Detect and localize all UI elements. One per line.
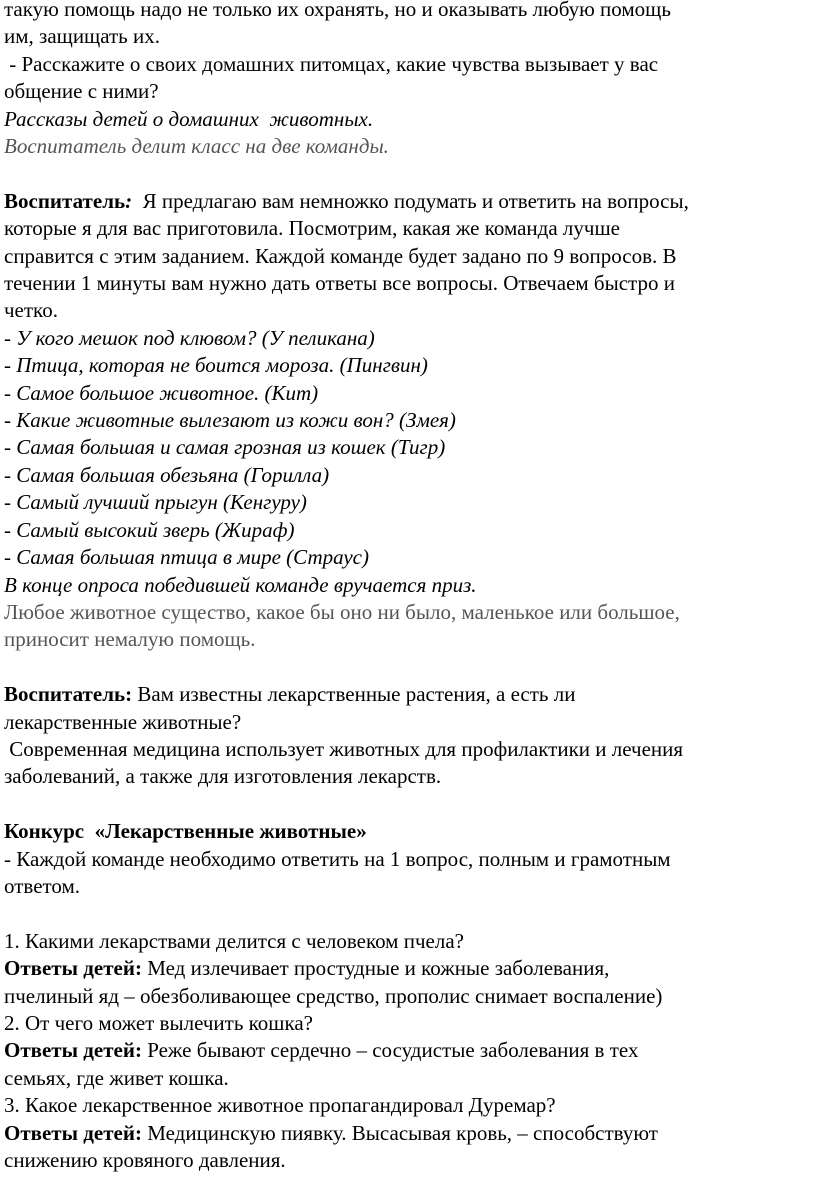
question-dash: - (4, 435, 17, 460)
contest-answer-3-line-2: снижению кровяного давления. (4, 1148, 286, 1172)
intro-line-2: им, защищать их. (4, 24, 160, 49)
quiz-question (4, 544, 812, 571)
quiz-question (4, 489, 812, 516)
quiz-question (4, 434, 812, 461)
contest-title: Конкурс «Лекарственные животные» (4, 819, 367, 844)
question-dash: - (4, 517, 17, 542)
answers-label: Ответы детей: (4, 1038, 142, 1063)
pets-question-line-2: общение с ними? (4, 79, 159, 104)
quiz-intro-line-3: справится с этим заданием. Каждой команде будет задано по 9 вопросов. В (4, 243, 677, 268)
quiz-question (4, 517, 812, 544)
quiz-intro-line-1 (4, 188, 812, 215)
question-dash: - (4, 490, 17, 515)
contest-answer-2-line-2: семьях, где живет кошка. (4, 1065, 229, 1090)
blank-line (4, 900, 812, 927)
question-text: Птица, которая не боится мороза. (Пингвин) (16, 353, 428, 378)
contest-task-line-1: - Каждой команде необходимо ответить на 1 вопрос, полным и грамотным (4, 846, 671, 871)
blank-line (4, 160, 812, 187)
intro-line-1: такую помощь надо не только их охранять, но и оказывать любую помощь (4, 0, 671, 21)
contest-answer-1-line-1 (4, 955, 812, 982)
answer-text: Реже бывают сердечно – сосудистые заболевания в тех (141, 1038, 639, 1063)
prize-note: В конце опроса победившей команде вручается приз. (4, 572, 477, 597)
question-dash: - (4, 380, 17, 405)
quiz-intro-line-5: четко. (4, 298, 58, 323)
contest-question-2: 2. От чего может вылечить кошка? (4, 1010, 314, 1035)
medicine-intro-line-1 (4, 681, 812, 708)
medicine-intro-line-2: лекарственные животные? (4, 709, 242, 734)
contest-answer-1-line-2: пчелиный яд – обезболивающее средство, прополис снимает воспаление) (4, 983, 663, 1008)
quiz-intro-line-2: которые я для вас приготовила. Посмотрим, какая же команда лучше (4, 216, 620, 241)
quiz-question (4, 325, 812, 352)
question-text: Самая большая и самая грозная из кошек (Тигр) (16, 435, 446, 460)
answer-text: Медицинскую пиявку. Высасывая кровь, – способствуют (141, 1120, 658, 1145)
quiz-question (4, 380, 812, 407)
question-dash: - (4, 545, 17, 570)
teams-note: Воспитатель делит класс на две команды. (4, 134, 389, 159)
question-text: Самая большая обезьяна (Горилла) (16, 462, 330, 487)
contest-task-line-2: ответом. (4, 873, 81, 898)
quiz-question (4, 407, 812, 434)
question-text: Самое большое животное. (Кит) (16, 380, 319, 405)
quiz-intro-line-4: течении 1 минуты вам нужно дать ответы все вопросы. Отвечаем быстро и (4, 271, 675, 296)
speaker-colon: : (125, 188, 133, 213)
quiz-intro-text: Я предлагаю вам немножко подумать и ответить на вопросы, (132, 188, 689, 213)
quiz-question (4, 352, 812, 379)
helpful-note-line-1: Любое животное существо, какое бы оно ни было, маленькое или большое, (4, 599, 680, 624)
answer-text: Мед излечивает простудные и кожные заболевания, (141, 956, 610, 981)
question-dash: - (4, 462, 17, 487)
question-text: Какие животные вылезают из кожи вон? (Змея) (16, 408, 456, 433)
contest-answer-3-line-1 (4, 1120, 812, 1147)
children-stories-note: Рассказы детей о домашних животных. (4, 106, 374, 131)
speaker-label: Воспитатель: (4, 682, 133, 707)
answers-label: Ответы детей: (4, 956, 142, 981)
blank-line (4, 791, 812, 818)
question-text: Самая большая птица в мире (Страус) (16, 545, 369, 570)
question-text: Самый высокий зверь (Жираф) (16, 517, 295, 542)
question-dash: - (4, 353, 17, 378)
question-text: Самый лучший прыгун (Кенгуру) (16, 490, 307, 515)
question-dash: - (4, 325, 17, 350)
question-dash: - (4, 408, 17, 433)
contest-question-3: 3. Какое лекарственное животное пропагандировал Дуремар? (4, 1093, 556, 1118)
helpful-note-line-2: приносит немалую помощь. (4, 627, 256, 652)
medicine-intro-line-4: заболеваний, а также для изготовления лекарств. (4, 764, 442, 789)
contest-question-1: 1. Какими лекарствами делится с человеком пчела? (4, 928, 464, 953)
blank-line (4, 654, 812, 681)
medicine-intro-line-3: Современная медицина использует животных для профилактики и лечения (4, 736, 684, 761)
quiz-question (4, 462, 812, 489)
contest-answer-2-line-1 (4, 1037, 812, 1064)
pets-question-line-1: - Расскажите о своих домашних питомцах, какие чувства вызывает у вас (4, 51, 659, 76)
medicine-intro-text: Вам известны лекарственные растения, а есть ли (132, 682, 576, 707)
speaker-label: Воспитатель (4, 188, 126, 213)
question-text: У кого мешок под клювом? (У пеликана) (16, 325, 375, 350)
answers-label: Ответы детей: (4, 1120, 142, 1145)
